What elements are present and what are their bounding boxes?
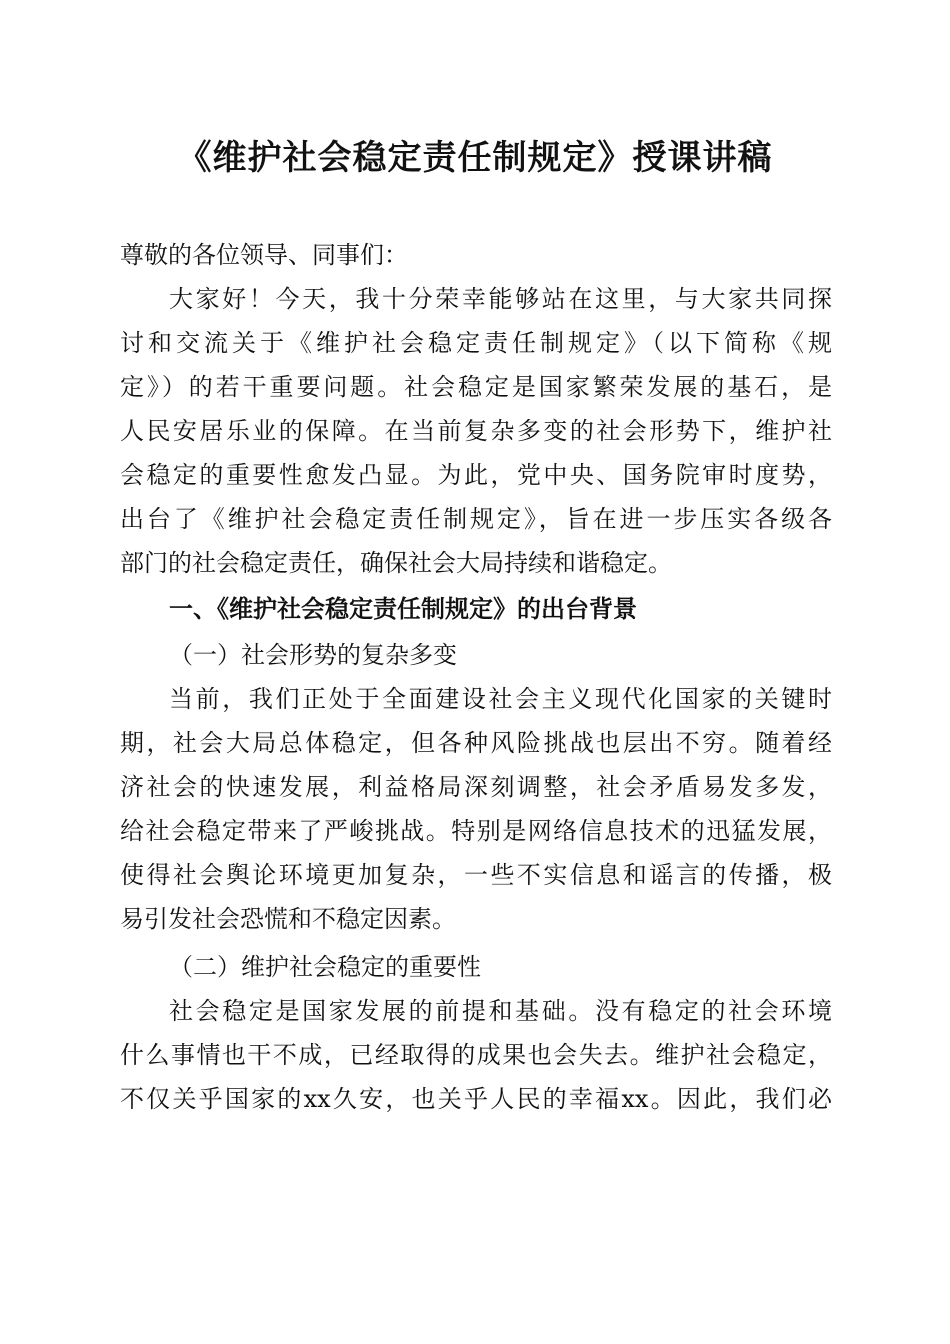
intro-line: 人民安居乐业的保障。在当前复杂多变的社会形势下，维护社 [120, 417, 832, 445]
section-1-line: 使得社会舆论环境更加复杂，一些不实信息和谣言的传播，极 [120, 861, 832, 889]
intro-line: 定》）的若干重要问题。社会稳定是国家繁荣发展的基石，是 [120, 373, 832, 401]
section-1-line: 易引发社会恐慌和不稳定因素。 [120, 905, 456, 933]
section-2-line: 什么事情也干不成，已经取得的成果也会失去。维护社会稳定， [120, 1041, 832, 1069]
section-2-line: 不仅关乎国家的xx久安，也关乎人民的幸福xx。因此，我们必 [120, 1085, 832, 1113]
section-1-line: 给社会稳定带来了严峻挑战。特别是网络信息技术的迅猛发展， [120, 817, 832, 845]
section-1-line: 期，社会大局总体稳定，但各种风险挑战也层出不穷。随着经 [120, 729, 832, 757]
intro-line: 大家好！今天，我十分荣幸能够站在这里，与大家共同探 [169, 285, 832, 313]
section-2-line: 社会稳定是国家发展的前提和基础。没有稳定的社会环境 [169, 997, 832, 1025]
intro-line: 会稳定的重要性愈发凸显。为此，党中央、国务院审时度势， [120, 461, 832, 489]
intro-line: 出台了《维护社会稳定责任制规定》，旨在进一步压实各级各 [120, 505, 832, 533]
salutation: 尊敬的各位领导、同事们： [120, 241, 408, 269]
subsection-heading-1: （一）社会形势的复杂多变 [169, 641, 457, 669]
subsection-heading-2: （二）维护社会稳定的重要性 [169, 953, 481, 981]
section-heading-1: 一、《维护社会稳定责任制规定》的出台背景 [169, 595, 637, 623]
intro-line: 讨和交流关于《维护社会稳定责任制规定》（以下简称《规 [120, 329, 832, 357]
document-title: 《维护社会稳定责任制规定》授课讲稿 [177, 138, 773, 178]
section-1-line: 当前，我们正处于全面建设社会主义现代化国家的关键时 [169, 685, 832, 713]
intro-line: 部门的社会稳定责任，确保社会大局持续和谐稳定。 [120, 549, 672, 577]
section-1-line: 济社会的快速发展，利益格局深刻调整，社会矛盾易发多发， [120, 773, 832, 801]
